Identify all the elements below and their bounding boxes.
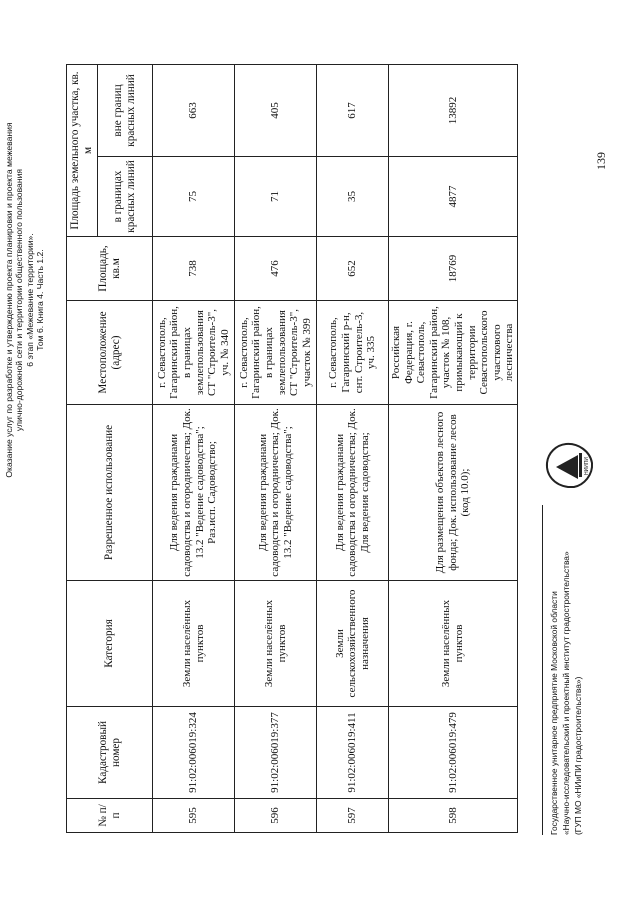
header-outside: вне границ красных линий: [98, 65, 153, 157]
header-inside: в границах красных линий: [98, 157, 153, 237]
footer-divider: [542, 505, 543, 835]
cell-num: 598: [389, 799, 518, 833]
table-row: [317, 65, 389, 833]
cell-inside: 75: [153, 157, 235, 237]
header-area-group: Площадь земельного участка, кв. м: [67, 65, 98, 237]
cell-category: Земли сельскохозяйственного назначения: [317, 581, 389, 707]
cell-location: г. Севастополь, Гагаринский район, в границах землепользования СТ "Строитель-3", уч. № 340: [153, 301, 235, 405]
cell-usage: Для ведения гражданами садоводства и огородничества; Док. 13.2 "Ведение садоводства"; Раз.исп. Садоводство;: [153, 405, 235, 581]
cell-inside: 71: [235, 157, 317, 237]
cell-cadastral: 91:02:006019:411: [317, 707, 389, 799]
logo-text: НИИПИ: [584, 457, 590, 475]
cell-usage: Для ведения гражданами садоводства и огородничества; Док. Для ведения садоводства;: [317, 405, 389, 581]
cell-num: 597: [317, 799, 389, 833]
cell-usage: Для ведения гражданами садоводства и огородничества; Док. 13.2 "Ведение садоводства";: [235, 405, 317, 581]
cell-cadastral: 91:02:006019:324: [153, 707, 235, 799]
cell-area: 476: [235, 237, 317, 301]
cell-num: 596: [235, 799, 317, 833]
cell-inside: 35: [317, 157, 389, 237]
header-line: Том 6. Книга 4. Часть 1.2.: [35, 249, 46, 351]
header-location: Местоположение (адрес): [67, 301, 153, 405]
institute-logo-icon: [538, 435, 600, 497]
footer-line: Государственное унитарное предприятие Московской области: [549, 591, 559, 835]
header-cadastral: Кадастровый номер: [67, 707, 153, 799]
header-num: № п/п: [67, 799, 153, 833]
header-line: улично-дорожной сети и территории общественного пользования: [14, 168, 25, 432]
table-row: [235, 65, 317, 833]
header-line: Оказание услуг по разработке и утверждению проекта планировки и проекта межевания: [4, 122, 14, 478]
page-number: 139: [594, 152, 608, 170]
footer-line: «Научно-исследовательский и проектный институт градостроительства»: [561, 551, 572, 835]
cell-area: 652: [317, 237, 389, 301]
header-usage: Разрешенное использование: [67, 405, 153, 581]
cell-cadastral: 91:02:006019:479: [389, 707, 518, 799]
header-line: 6 этап «Межевание территории».: [24, 233, 35, 367]
cell-num: 595: [153, 799, 235, 833]
cell-location: г. Севастополь, Гагаринский район, в границах землепользования СТ "Строитель-3", участок № 399: [235, 301, 317, 405]
cell-cadastral: 91:02:006019:377: [235, 707, 317, 799]
table-row: [153, 65, 235, 833]
cell-location: г. Севастополь, Гагаринский р-н, снт. Строитель-3, уч. 335: [317, 301, 389, 405]
footer-organization: [548, 551, 585, 835]
footer-line: (ГУП МО «НИиПИ градостроительства»): [573, 676, 584, 835]
cell-outside: 617: [317, 65, 389, 157]
cell-outside: 13892: [389, 65, 518, 157]
cell-area: 18769: [389, 237, 518, 301]
document-header: [4, 40, 46, 560]
cell-outside: 663: [153, 65, 235, 157]
cell-category: Земли населённых пунктов: [235, 581, 317, 707]
cell-area: 738: [153, 237, 235, 301]
cell-location: Российская Федерация, г. Севастополь, Гагаринский район, участок № 108, примыкающий к территории Севастопольского участкового лесничества: [389, 301, 518, 405]
table-row: [389, 65, 518, 833]
cell-category: Земли населённых пунктов: [389, 581, 518, 707]
cell-category: Земли населённых пунктов: [153, 581, 235, 707]
header-category: Категория: [67, 581, 153, 707]
cell-usage: Для размещения объектов лесного фонда; Док. использование лесов (код 10.0);: [389, 405, 518, 581]
cell-outside: 405: [235, 65, 317, 157]
parcel-table: [66, 64, 518, 833]
header-area: Площадь, кв.м: [67, 237, 153, 301]
cell-inside: 4877: [389, 157, 518, 237]
